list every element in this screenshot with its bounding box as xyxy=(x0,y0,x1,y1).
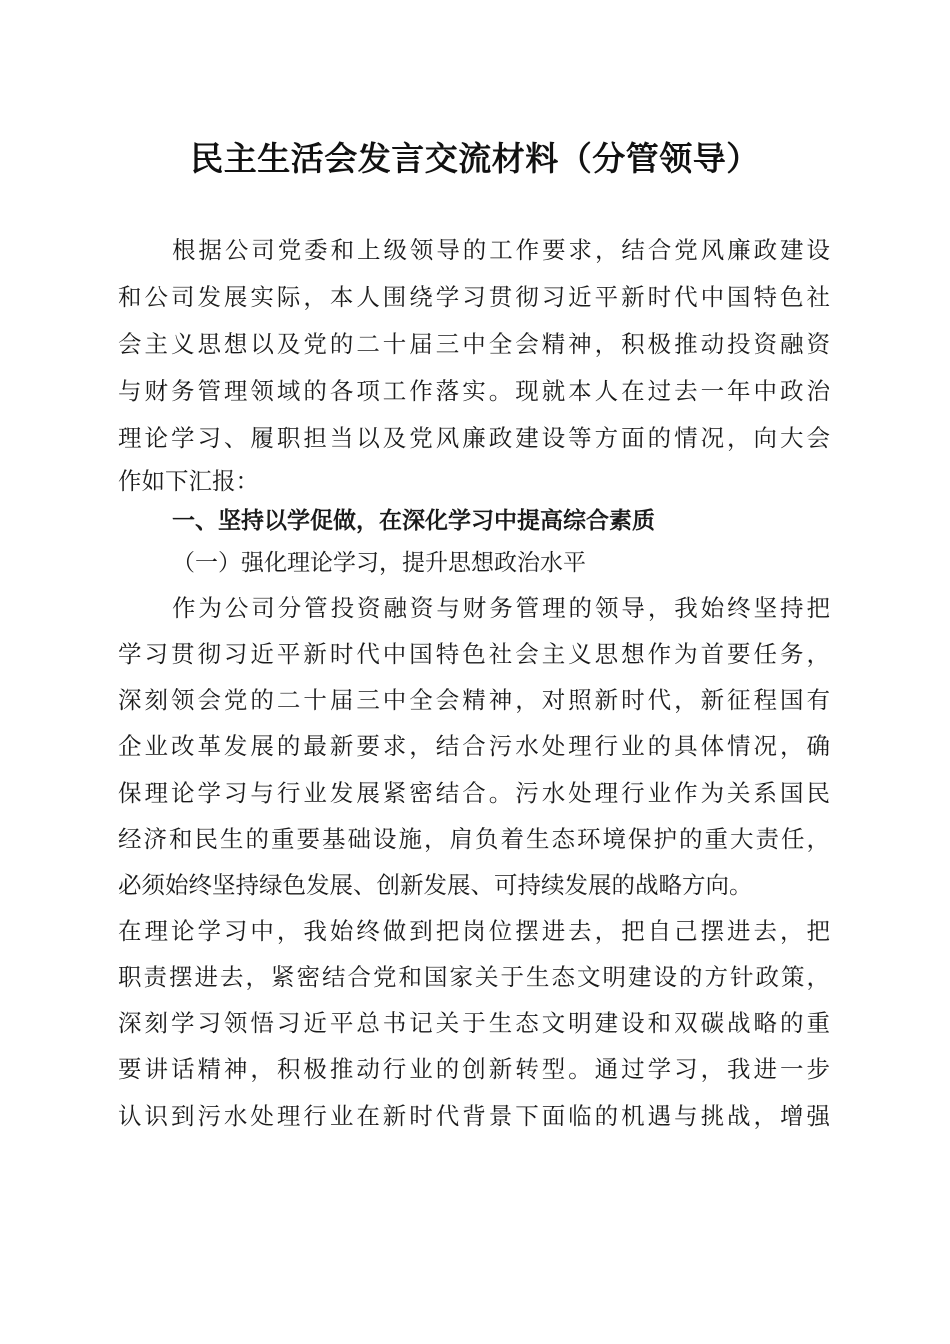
intro-line: 会主义思想以及党的二十届三中全会精神，积极推动投资融资 xyxy=(118,330,830,358)
body-line: 在理论学习中，我始终做到把岗位摆进去，把自己摆进去，把 xyxy=(118,917,830,945)
body-line: 学习贯彻习近平新时代中国特色社会主义思想作为首要任务， xyxy=(118,640,830,668)
body-line: 职责摆进去，紧密结合党和国家关于生态文明建设的方针政策， xyxy=(118,963,830,991)
body-line: 深刻领会党的二十届三中全会精神，对照新时代，新征程国有 xyxy=(118,686,830,714)
body-line: 深刻学习领悟习近平总书记关于生态文明建设和双碳战略的重 xyxy=(118,1009,830,1037)
body-line: 作为公司分管投资融资与财务管理的领导，我始终坚持把 xyxy=(172,594,830,622)
body-line: 保理论学习与行业发展紧密结合。污水处理行业作为关系国民 xyxy=(118,779,830,807)
subsection-heading: （一）强化理论学习，提升思想政治水平 xyxy=(172,550,586,576)
body-line: 经济和民生的重要基础设施，肩负着生态环境保护的重大责任， xyxy=(118,825,830,853)
intro-line: 和公司发展实际，本人围绕学习贯彻习近平新时代中国特色社 xyxy=(118,283,830,311)
document-title: 民主生活会发言交流材料（分管领导） xyxy=(190,139,760,178)
intro-line: 作如下汇报： xyxy=(118,467,259,495)
body-line: 认识到污水处理行业在新时代背景下面临的机遇与挑战，增强 xyxy=(118,1102,830,1130)
body-line: 必须始终坚持绿色发展、创新发展、可持续发展的战略方向。 xyxy=(118,871,753,899)
intro-line: 根据公司党委和上级领导的工作要求，结合党风廉政建设 xyxy=(172,236,830,264)
intro-line: 理论学习、履职担当以及党风廉政建设等方面的情况，向大会 xyxy=(118,424,830,452)
section-heading: 一、坚持以学促做，在深化学习中提高综合素质 xyxy=(172,508,655,534)
body-line: 企业改革发展的最新要求，结合污水处理行业的具体情况，确 xyxy=(118,732,830,760)
body-line: 要讲话精神，积极推动行业的创新转型。通过学习，我进一步 xyxy=(118,1055,830,1083)
intro-line: 与财务管理领域的各项工作落实。现就本人在过去一年中政治 xyxy=(118,377,830,405)
